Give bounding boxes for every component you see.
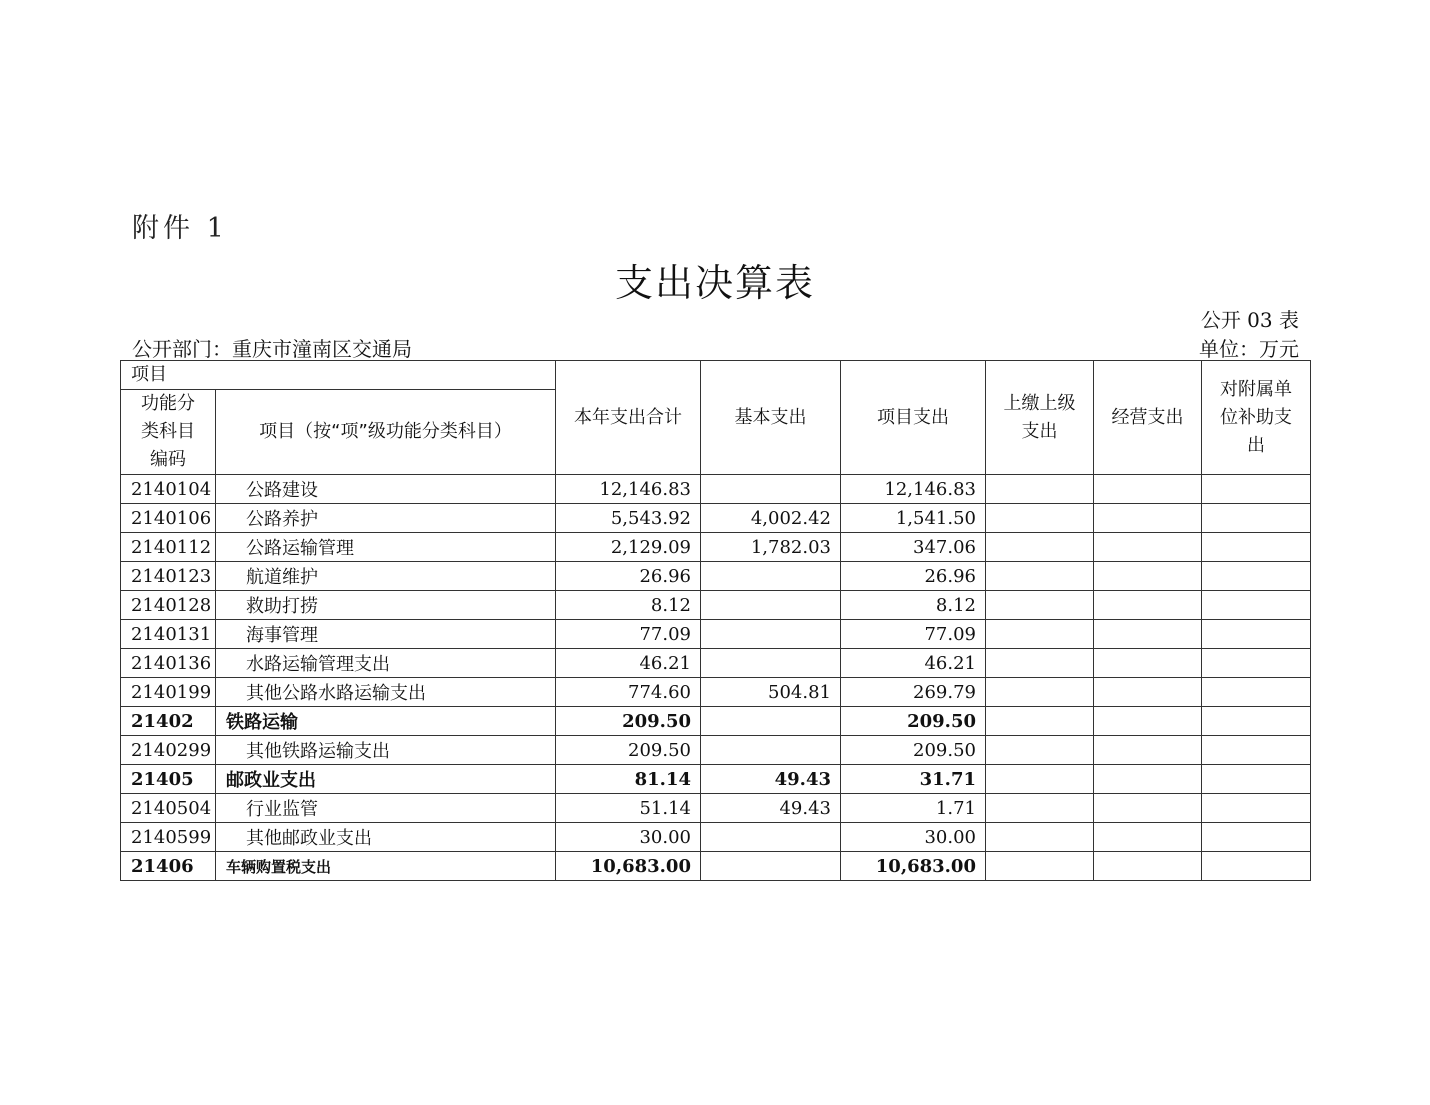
cell-subsidy	[1202, 591, 1311, 620]
cell-basic	[701, 620, 841, 649]
cell-name: 其他邮政业支出	[216, 823, 556, 852]
header-project-expenditure: 项目支出	[841, 361, 986, 475]
cell-name: 行业监管	[216, 794, 556, 823]
cell-code: 21402	[121, 707, 216, 736]
cell-project: 77.09	[841, 620, 986, 649]
cell-total: 30.00	[556, 823, 701, 852]
cell-subsidy	[1202, 649, 1311, 678]
table-row	[121, 591, 1311, 620]
cell-upper	[986, 562, 1094, 591]
cell-code: 21406	[121, 852, 216, 881]
table-row	[121, 475, 1311, 504]
header-subsidy: 对附属单位补助支出	[1202, 361, 1311, 475]
cell-business	[1094, 533, 1202, 562]
cell-project: 347.06	[841, 533, 986, 562]
expenditure-table	[120, 360, 1311, 881]
cell-code: 2140299	[121, 736, 216, 765]
cell-business	[1094, 823, 1202, 852]
cell-upper	[986, 533, 1094, 562]
cell-code: 2140128	[121, 591, 216, 620]
cell-name: 水路运输管理支出	[216, 649, 556, 678]
cell-business	[1094, 504, 1202, 533]
table-row	[121, 852, 1311, 881]
table-row	[121, 620, 1311, 649]
cell-basic	[701, 591, 841, 620]
cell-subsidy	[1202, 533, 1311, 562]
cell-subsidy	[1202, 852, 1311, 881]
table-body	[121, 475, 1311, 881]
cell-subsidy	[1202, 707, 1311, 736]
page-title: 支出决算表	[614, 261, 815, 305]
table-row	[121, 649, 1311, 678]
header-upper-level: 上缴上级支出	[986, 361, 1094, 475]
cell-total: 51.14	[556, 794, 701, 823]
cell-upper	[986, 736, 1094, 765]
cell-total: 26.96	[556, 562, 701, 591]
table-row	[121, 736, 1311, 765]
cell-subsidy	[1202, 736, 1311, 765]
table-code: 公开 03 表	[1200, 308, 1299, 332]
header-func-code: 功能分类科目编码	[121, 390, 216, 475]
table-row	[121, 678, 1311, 707]
cell-code: 2140504	[121, 794, 216, 823]
cell-basic: 49.43	[701, 765, 841, 794]
cell-total: 10,683.00	[556, 852, 701, 881]
header-project: 项目	[121, 361, 556, 390]
cell-business	[1094, 591, 1202, 620]
cell-business	[1094, 620, 1202, 649]
cell-upper	[986, 823, 1094, 852]
cell-business	[1094, 736, 1202, 765]
cell-total: 12,146.83	[556, 475, 701, 504]
cell-upper	[986, 707, 1094, 736]
cell-subsidy	[1202, 765, 1311, 794]
cell-total: 209.50	[556, 736, 701, 765]
cell-business	[1094, 562, 1202, 591]
table-row	[121, 765, 1311, 794]
cell-basic	[701, 475, 841, 504]
unit-label: 单位：万元	[1199, 337, 1299, 361]
cell-upper	[986, 504, 1094, 533]
cell-business	[1094, 765, 1202, 794]
table-row	[121, 823, 1311, 852]
table-row	[121, 504, 1311, 533]
attachment-label: 附件 1	[132, 213, 228, 244]
cell-business	[1094, 852, 1202, 881]
cell-project: 26.96	[841, 562, 986, 591]
cell-total: 46.21	[556, 649, 701, 678]
cell-basic	[701, 562, 841, 591]
cell-subsidy	[1202, 678, 1311, 707]
cell-project: 1.71	[841, 794, 986, 823]
cell-business	[1094, 678, 1202, 707]
cell-project: 12,146.83	[841, 475, 986, 504]
cell-basic: 504.81	[701, 678, 841, 707]
department-label: 公开部门：重庆市潼南区交通局	[132, 337, 412, 361]
table-row	[121, 794, 1311, 823]
table-row	[121, 533, 1311, 562]
cell-subsidy	[1202, 823, 1311, 852]
cell-code: 2140112	[121, 533, 216, 562]
cell-code: 2140136	[121, 649, 216, 678]
cell-upper	[986, 794, 1094, 823]
header-basic: 基本支出	[701, 361, 841, 475]
cell-basic	[701, 649, 841, 678]
cell-name: 车辆购置税支出	[216, 852, 556, 881]
cell-name: 公路建设	[216, 475, 556, 504]
cell-name: 铁路运输	[216, 707, 556, 736]
cell-project: 1,541.50	[841, 504, 986, 533]
cell-project: 209.50	[841, 707, 986, 736]
cell-total: 77.09	[556, 620, 701, 649]
cell-basic	[701, 707, 841, 736]
cell-basic: 49.43	[701, 794, 841, 823]
cell-name: 公路养护	[216, 504, 556, 533]
cell-basic: 4,002.42	[701, 504, 841, 533]
table-row	[121, 707, 1311, 736]
cell-business	[1094, 475, 1202, 504]
cell-code: 2140199	[121, 678, 216, 707]
cell-name: 公路运输管理	[216, 533, 556, 562]
cell-name: 邮政业支出	[216, 765, 556, 794]
cell-subsidy	[1202, 794, 1311, 823]
cell-total: 8.12	[556, 591, 701, 620]
cell-upper	[986, 475, 1094, 504]
cell-subsidy	[1202, 562, 1311, 591]
cell-basic	[701, 852, 841, 881]
cell-project: 209.50	[841, 736, 986, 765]
cell-upper	[986, 620, 1094, 649]
cell-code: 2140131	[121, 620, 216, 649]
cell-total: 81.14	[556, 765, 701, 794]
cell-upper	[986, 852, 1094, 881]
cell-upper	[986, 649, 1094, 678]
cell-code: 21405	[121, 765, 216, 794]
header-project-name: 项目（按“项”级功能分类科目）	[216, 390, 556, 475]
cell-name: 海事管理	[216, 620, 556, 649]
cell-upper	[986, 765, 1094, 794]
cell-total: 2,129.09	[556, 533, 701, 562]
cell-code: 2140599	[121, 823, 216, 852]
cell-subsidy	[1202, 504, 1311, 533]
header-business: 经营支出	[1094, 361, 1202, 475]
cell-name: 救助打捞	[216, 591, 556, 620]
cell-project: 30.00	[841, 823, 986, 852]
cell-business	[1094, 707, 1202, 736]
cell-upper	[986, 678, 1094, 707]
cell-subsidy	[1202, 475, 1311, 504]
cell-total: 209.50	[556, 707, 701, 736]
cell-name: 航道维护	[216, 562, 556, 591]
header-total: 本年支出合计	[556, 361, 701, 475]
cell-business	[1094, 794, 1202, 823]
cell-project: 46.21	[841, 649, 986, 678]
cell-name: 其他铁路运输支出	[216, 736, 556, 765]
cell-project: 10,683.00	[841, 852, 986, 881]
cell-name: 其他公路水路运输支出	[216, 678, 556, 707]
cell-subsidy	[1202, 620, 1311, 649]
cell-basic: 1,782.03	[701, 533, 841, 562]
table-row	[121, 562, 1311, 591]
cell-basic	[701, 823, 841, 852]
cell-business	[1094, 649, 1202, 678]
cell-project: 8.12	[841, 591, 986, 620]
cell-project: 269.79	[841, 678, 986, 707]
cell-code: 2140123	[121, 562, 216, 591]
cell-code: 2140106	[121, 504, 216, 533]
cell-total: 774.60	[556, 678, 701, 707]
cell-upper	[986, 591, 1094, 620]
cell-basic	[701, 736, 841, 765]
cell-total: 5,543.92	[556, 504, 701, 533]
cell-project: 31.71	[841, 765, 986, 794]
cell-code: 2140104	[121, 475, 216, 504]
